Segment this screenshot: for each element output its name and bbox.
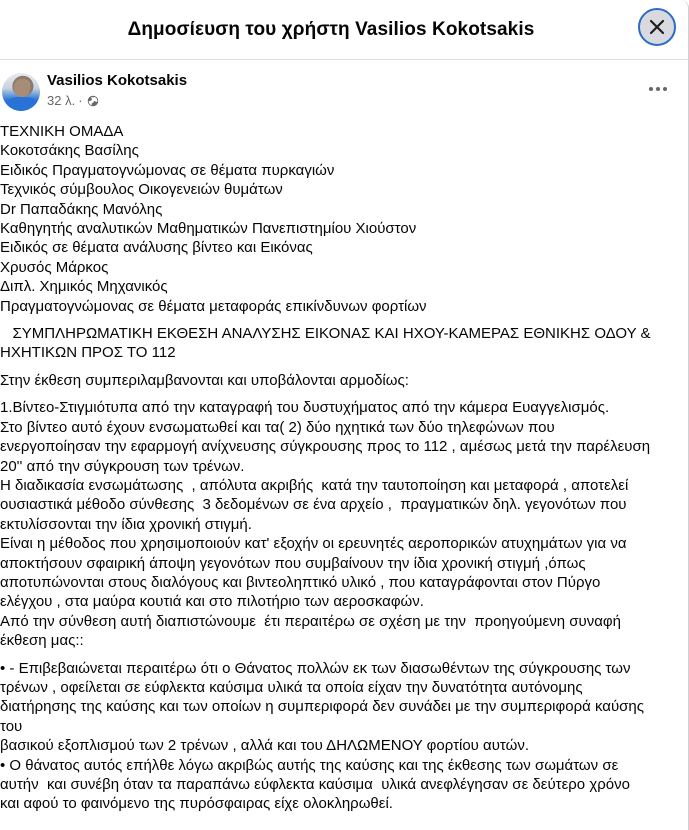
report-title-line: ΣΥΜΠΛΗΡΩΜΑΤΙΚΗ ΕΚΘΕΣΗ ΑΝΑΛΥΣΗΣ ΕΙΚΟΝΑΣ ΚΑΙ ΗΧΟΥ-ΚΑΜΕΡΑΣ ΕΘΝΙΚΗΣ ΟΔΟΥ & (0, 325, 651, 343)
section-line: 1.Βίντεο-Στιγμιότυπα από την καταγραφή του δυστυχήματος από την κάμερα Ευαγγελισμός. (0, 399, 610, 417)
bullet-line: και αφού το φαινόμενο της πυρόσφαιρας είχε ολοκληρωθεί. (0, 795, 393, 813)
report-title-line: ΗΧΗΤΙΚΩΝ ΠΡΟΣ ΤΟ 112 (0, 344, 176, 362)
team-line: Χρυσός Μάρκος (0, 258, 109, 276)
team-line: Πραγματογνώμονας σε θέματα μεταφοράς επικίνδυνων φορτίων (0, 297, 427, 315)
section-line: αποτυπώνονται στους διαλόγους και βιντεοληπτικό υλικό , που καταγράφονται στον Πύργο (0, 573, 601, 591)
team-line: Ειδικός Πραγματογνώμονας σε θέματα πυρκαγιών (0, 161, 335, 179)
post-meta (47, 93, 99, 108)
globe-icon[interactable] (87, 95, 99, 107)
team-line: Κοκοτσάκης Βασίλης (0, 142, 139, 160)
more-options-icon (663, 87, 667, 91)
bullet-line: βασικού εξοπλισμού των 2 τρένων , αλλά και του ΔΗΛΩΜΕΝΟΥ φορτίου αυτών. (0, 737, 530, 755)
section-line: αποκτήσουν σφαιρική άποψη γεγονότων που συμβαίνουν την ίδια χρονική στιγμή ,όπως (0, 554, 586, 572)
team-line: Dr Παπαδάκης Μανόλης (0, 200, 163, 218)
avatar-shirt (6, 97, 38, 111)
bullet-line: • Ο θάνατος αυτός επήλθε λόγω ακριβώς αυτής της καύσης και της έκθεσης των σωμάτων σε (0, 756, 619, 774)
bullet-1 (0, 659, 680, 756)
section-line: Από την σύνθεση αυτή διαπιστώνουμε έτι περαιτέρω σε σχέση με την προηγούμενη συναφή (0, 612, 621, 630)
bullet-2 (0, 756, 680, 814)
section-line: ενεργοποίησαν την εφαρμογή ανίχνευσης σύγκρουσης προς το 112 , αμέσως μετά την παρέλευση (0, 438, 651, 456)
post-header (0, 71, 688, 113)
avatar[interactable] (2, 73, 40, 111)
section-line: έκθεση μας:: (0, 632, 84, 650)
team-section (0, 122, 680, 316)
section-line: Στο βίντεο αυτό έχουν ενσωματωθεί και τα( 2) δύο ηχητικά των δύο τηλεφώνων που (0, 418, 555, 436)
close-icon (649, 19, 665, 35)
bullet-line: αυτήν και συνέβη όταν τα παραπάνω εύφλεκτα καύσιμα υλικά ανεφλέγησαν σε δεύτερο χρόνο (0, 776, 630, 793)
bullet-line: διατήρησης της καύσης και των οποίων η συμπεριφορά δεν συνάδει με την συμπεριφορά καύσης (0, 698, 644, 716)
dialog-header (0, 0, 688, 60)
close-button[interactable] (638, 8, 676, 46)
section-line: 20'' από την σύγκρουση των τρένων. (0, 457, 245, 475)
more-options-icon (649, 87, 653, 91)
section-line: ελέγχου , στα μαύρα κουτιά και στο πιλοτήριο των αεροσκαφών. (0, 593, 424, 611)
post-body (0, 122, 680, 814)
section-line: εκτυλίσσονται την ίδια χρονική στιγμή. (0, 515, 252, 533)
team-line: Τεχνικός σύμβουλος Οικογενειών θυμάτων (0, 181, 283, 199)
avatar-face (14, 79, 30, 97)
meta-separator: · (78, 93, 83, 108)
bullet-line: • - Επιβεβαιώνεται περαιτέρω ότι ο Θάνατος πολλών εκ των διασωθέντων της σύγκρουσης των (0, 659, 631, 677)
section-1 (0, 398, 680, 650)
team-line: Ειδικός σε θέματα ανάλυσης βίντεο και Εικόνας (0, 239, 313, 257)
dialog-title: Δημοσίευση του χρήστη Vasilios Kokotsakis (127, 18, 535, 40)
more-options-icon (656, 87, 660, 91)
more-options-button[interactable] (642, 77, 674, 101)
team-line: Διπλ. Χημικός Μηχανικός (0, 278, 168, 296)
bullet-line: τρένων , οφείλεται σε εύφλεκτα καύσιμα υλικά τα οποία είχαν την δυνατότητα αυτόνομης (0, 678, 583, 696)
team-line: Καθηγητής αναλυτικών Μαθηματικών Πανεπιστημίου Χιούστον (0, 220, 417, 238)
intro-line: Στην έκθεση συμπεριλαμβανονται και υποβάλονται αρμοδίως: (0, 371, 409, 389)
team-line: ΤΕΧΝΙΚΗ ΟΜΑΔΑ (0, 123, 124, 140)
section-line: Είναι η μέθοδος που χρησιμοποιούν κατ' εξοχήν οι ερευνητές αεροπορικών ατυχημάτων για να (0, 535, 627, 553)
author-name[interactable]: Vasilios Kokotsakis (47, 72, 188, 89)
report-title (0, 324, 680, 363)
bullet-line: του (0, 717, 23, 735)
section-line: ουσιαστικά μέθοδο σύνθεσης 3 δεδομένων σε ένα αρχείο , πραγματικών δηλ. γεγονότων που (0, 496, 627, 514)
post-time[interactable]: 32 λ. (47, 93, 76, 108)
section-line: Η διαδικασία ενσωμάτωσης , απόλυτα ακριβής κατά την ταυτοποίηση και μεταφορά , αποτελεί (0, 476, 629, 494)
